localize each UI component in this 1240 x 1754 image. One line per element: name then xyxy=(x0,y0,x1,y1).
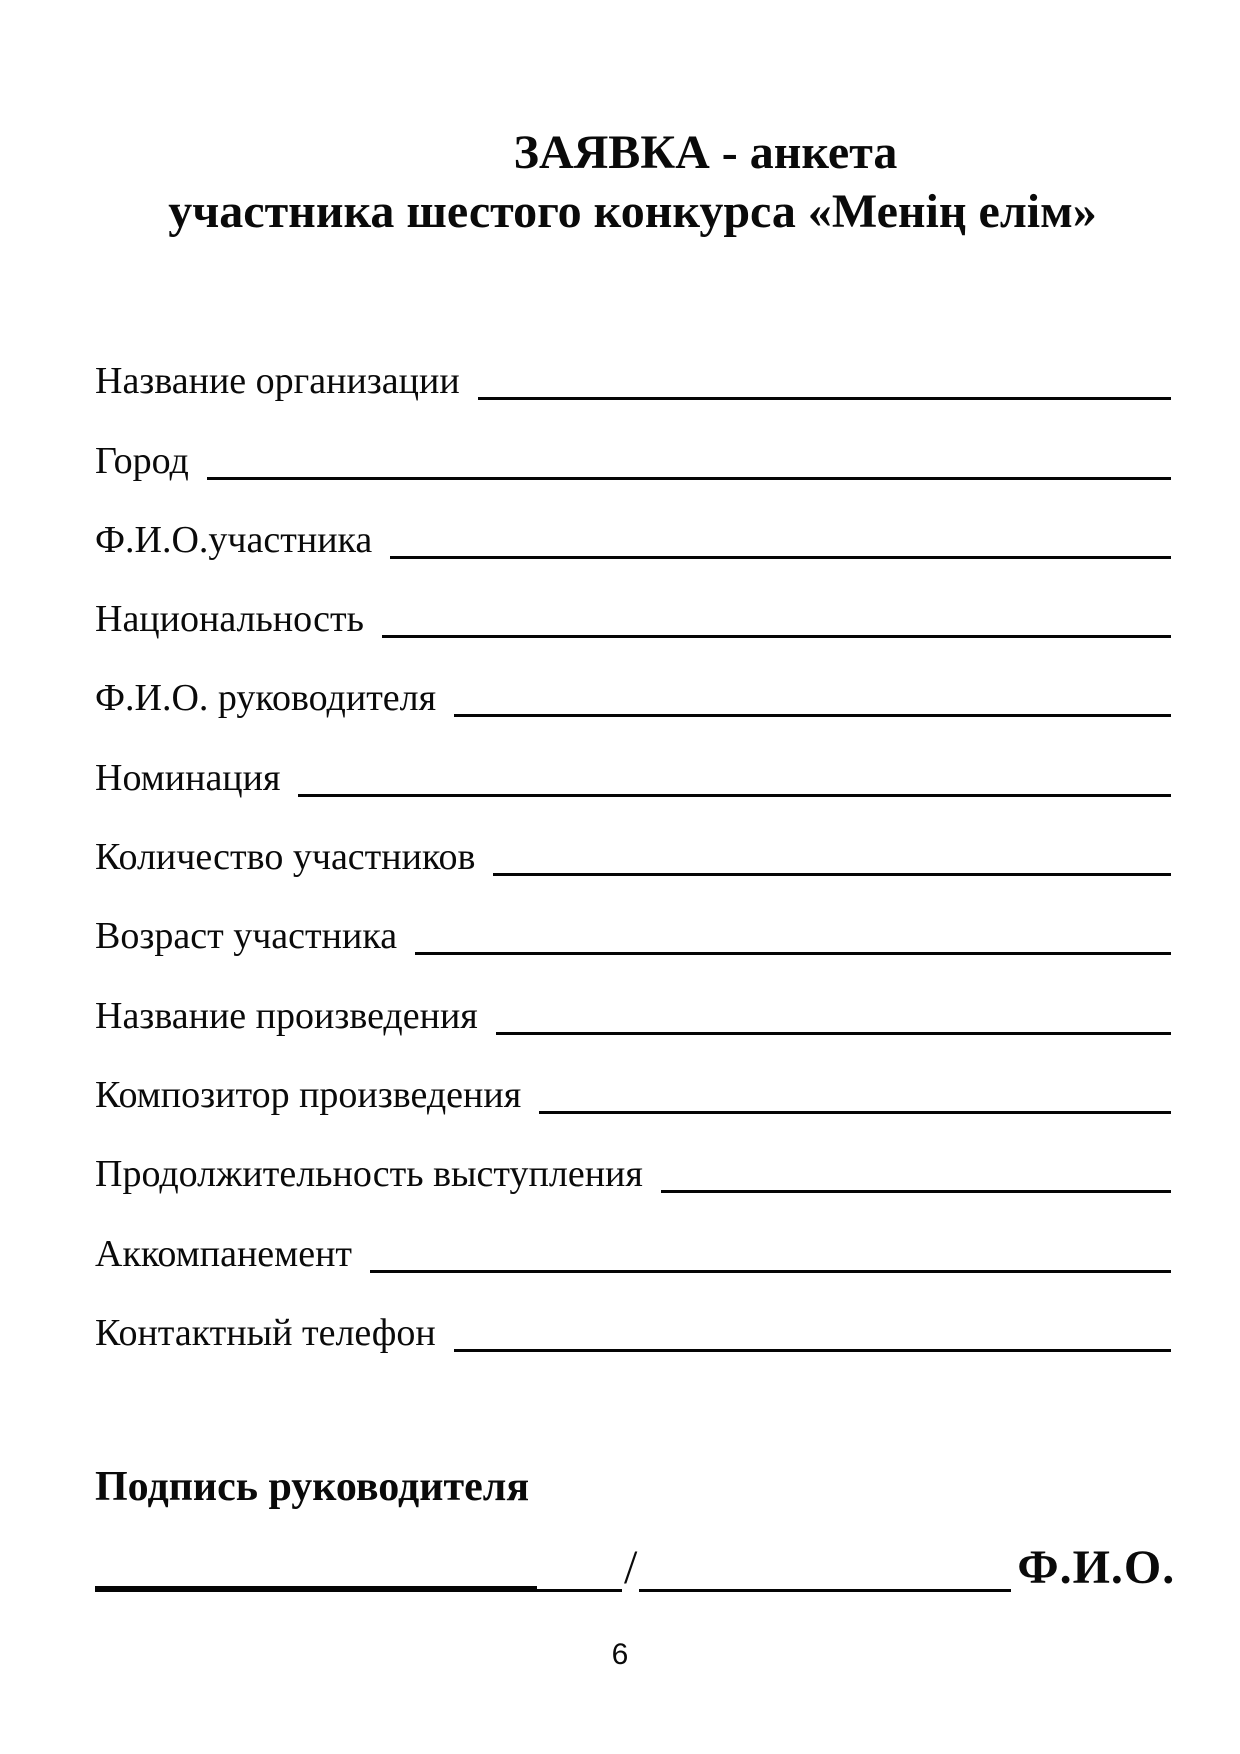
field-label: Ф.И.О.участника xyxy=(95,518,373,561)
blank-line xyxy=(454,705,1171,717)
field-label: Название организации xyxy=(95,360,460,403)
title-line-1: ЗАЯВКА - анкета xyxy=(513,126,898,179)
signature-blank-line-thin xyxy=(537,1582,622,1592)
field-row-city xyxy=(95,400,1171,482)
field-label: Ф.И.О. руководителя xyxy=(95,677,437,720)
field-row-accompaniment xyxy=(95,1193,1171,1275)
blank-line xyxy=(539,1102,1171,1114)
blank-line xyxy=(390,547,1171,559)
field-label: Возраст участника xyxy=(95,915,398,958)
field-label: Контактный телефон xyxy=(95,1311,436,1354)
blank-line xyxy=(370,1261,1171,1273)
page-number: 6 xyxy=(611,1638,629,1671)
field-row-organization xyxy=(95,321,1171,403)
field-row-participant-age xyxy=(95,876,1171,958)
field-label: Аккомпанемент xyxy=(95,1232,353,1275)
field-row-participant-name xyxy=(95,480,1171,559)
field-row-piece-title xyxy=(95,955,1171,1037)
field-label: Город xyxy=(95,439,189,482)
signature-line-row xyxy=(95,1538,1175,1592)
fio-blank-line xyxy=(639,1582,1011,1592)
blank-line xyxy=(493,864,1171,876)
blank-line xyxy=(298,785,1171,797)
field-label: Название произведения xyxy=(95,994,478,1037)
field-row-duration xyxy=(95,1114,1171,1196)
blank-line xyxy=(661,1181,1171,1193)
field-label: Номинация xyxy=(95,756,281,799)
application-form xyxy=(95,321,1171,1352)
field-label: Национальность xyxy=(95,598,364,641)
field-row-phone xyxy=(95,1273,1171,1352)
field-row-nationality xyxy=(95,559,1171,641)
field-row-composer xyxy=(95,1035,1171,1114)
field-row-participant-count xyxy=(95,797,1171,879)
blank-line xyxy=(382,626,1171,638)
blank-line xyxy=(478,388,1171,400)
blank-line xyxy=(415,943,1171,955)
field-row-nomination xyxy=(95,717,1171,799)
fio-label: Ф.И.О. xyxy=(1017,1541,1176,1594)
blank-line xyxy=(207,468,1171,480)
title-line-2: участника шестого конкурса «Менің елім» xyxy=(168,184,1097,238)
blank-line xyxy=(454,1340,1171,1352)
blank-line xyxy=(496,1023,1171,1035)
signature-heading: Подпись руководителя xyxy=(95,1464,530,1510)
field-row-leader-name xyxy=(95,638,1171,720)
field-label: Количество участников xyxy=(95,836,476,879)
signature-blank-line-bold xyxy=(95,1582,537,1592)
field-label: Композитор произведения xyxy=(95,1073,522,1116)
signature-separator: / xyxy=(624,1541,638,1594)
document-title xyxy=(95,124,1170,241)
field-label: Продолжительность выступления xyxy=(95,1153,643,1196)
